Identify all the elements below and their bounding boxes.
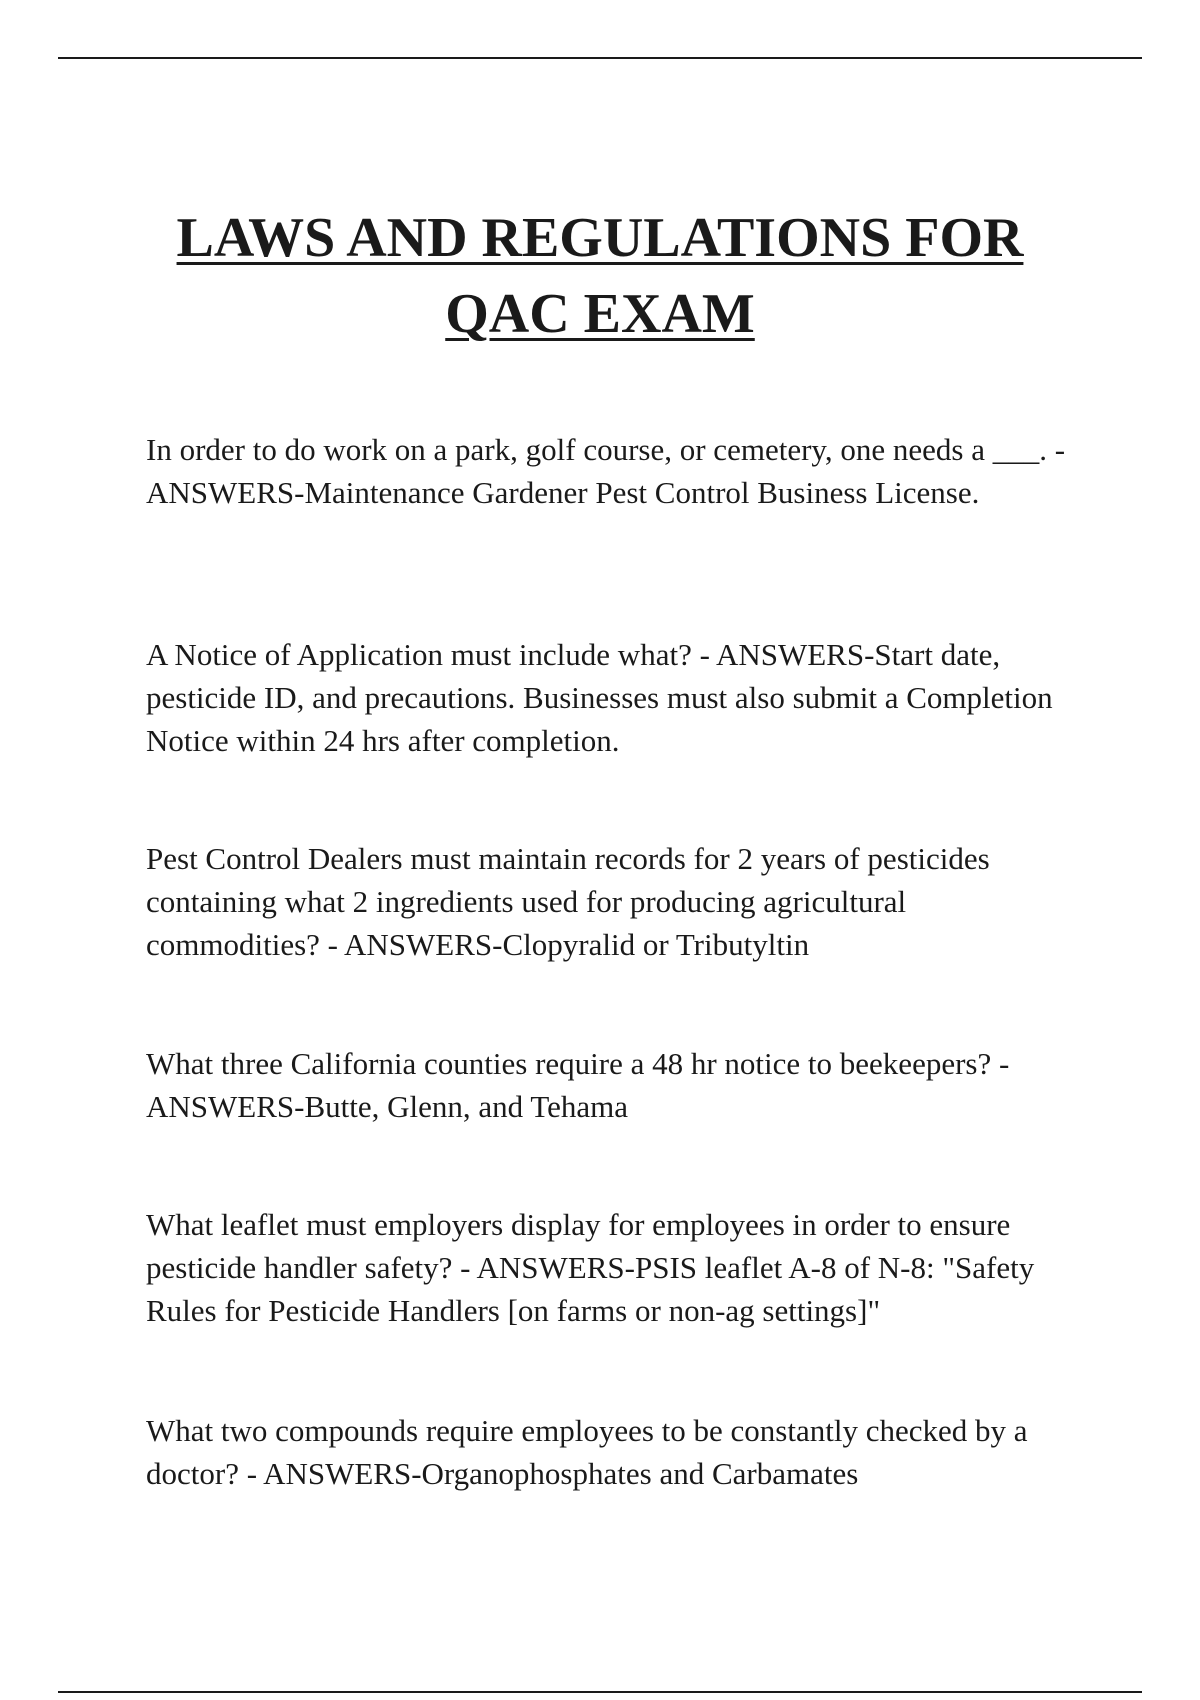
qa-item: A Notice of Application must include what? - ANSWERS-Start date, pesticide ID, and precautions. Businesses must also submit a Completion Notice within 24 hrs after completion. bbox=[146, 637, 1053, 758]
page-title bbox=[100, 200, 1100, 352]
title-line-2: QAC EXAM bbox=[445, 283, 755, 345]
qa-item: What leaflet must employers display for employees in order to ensure pesticide handler safety? - ANSWERS-PSIS leaflet A-8 of N-8: "Safety Rules for Pesticide Handlers [on farms or non-ag settings]" bbox=[146, 1207, 1035, 1328]
qa-item: What three California counties require a 48 hr notice to beekeepers? - ANSWERS-Butte, Glenn, and Tehama bbox=[146, 1046, 1010, 1124]
top-rule bbox=[58, 57, 1142, 59]
qa-item: In order to do work on a park, golf course, or cemetery, one needs a ___. - ANSWERS-Maintenance Gardener Pest Control Business License. bbox=[146, 432, 1066, 510]
qa-item: What two compounds require employees to be constantly checked by a doctor? - ANSWERS-Organophosphates and Carbamates bbox=[146, 1413, 1028, 1491]
title-line-1: LAWS AND REGULATIONS FOR bbox=[176, 207, 1024, 269]
bottom-rule bbox=[58, 1691, 1142, 1693]
qa-item: Pest Control Dealers must maintain records for 2 years of pesticides containing what 2 ingredients used for producing agricultural commodities? - ANSWERS-Clopyralid or Tributyltin bbox=[146, 841, 990, 962]
